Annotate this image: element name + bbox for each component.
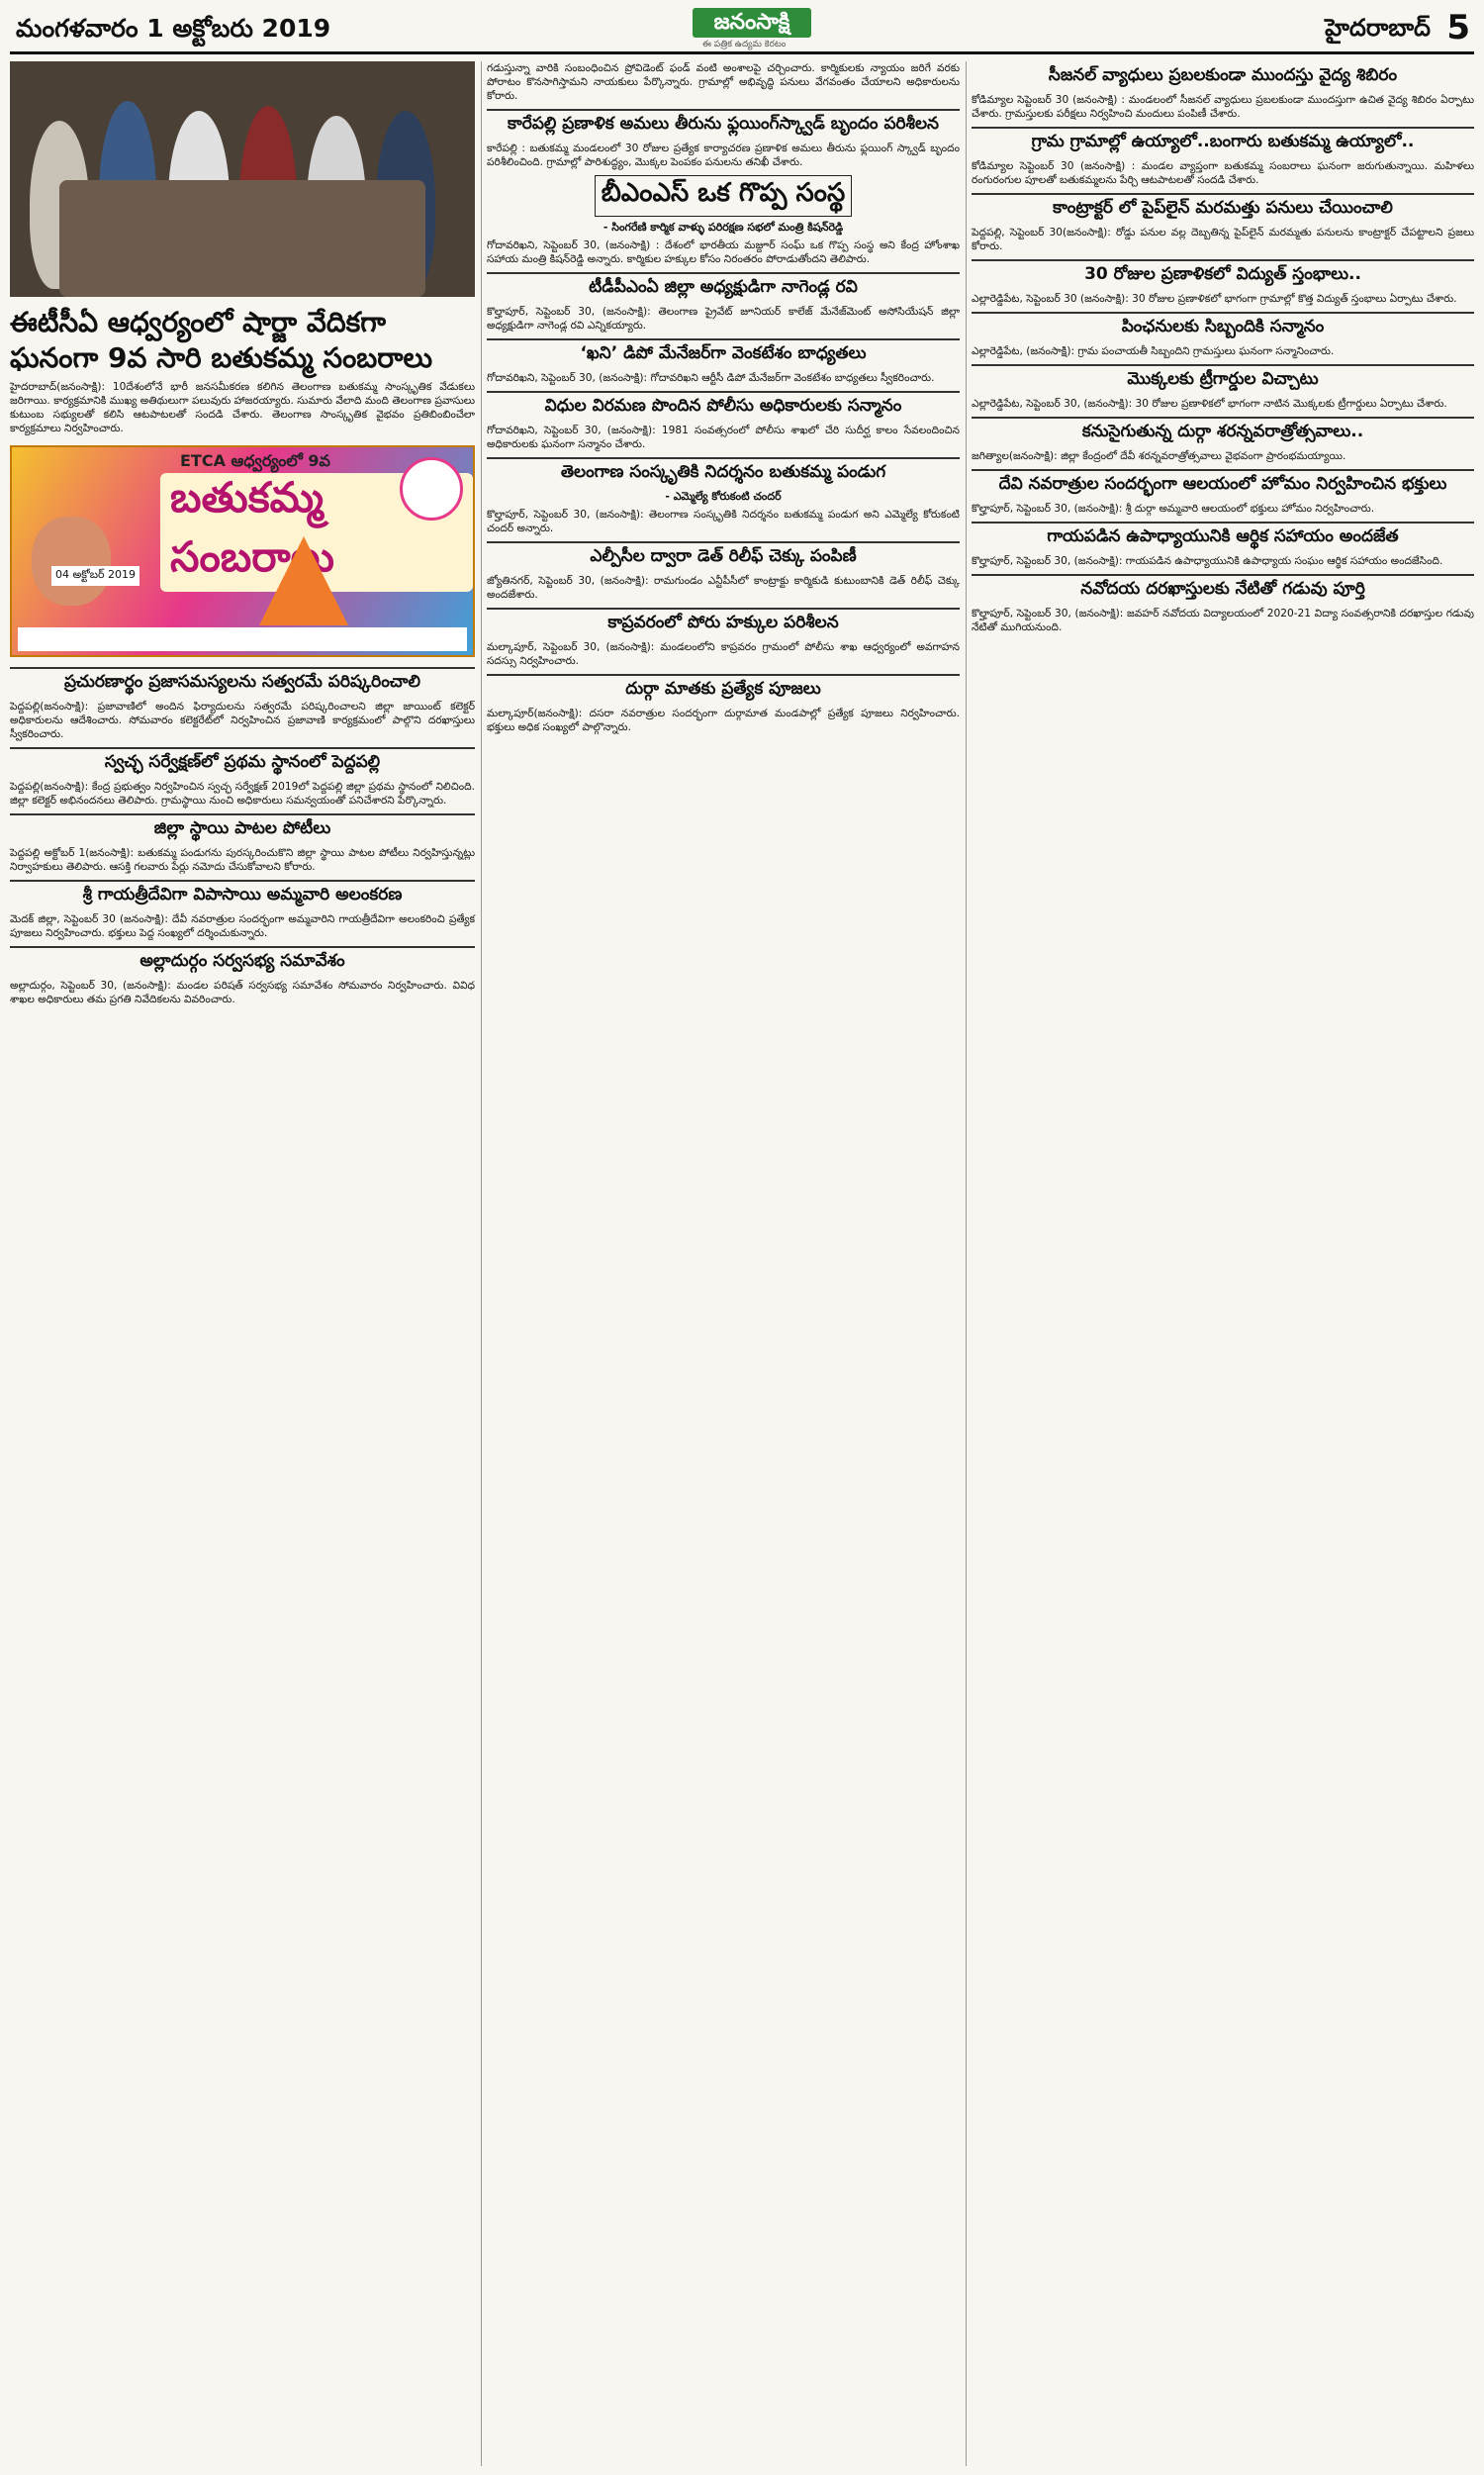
article-body: కొల్హాపూర్, సెప్టెంబర్ 30, (జనంసాక్షి): గాయపడిన ఉపాధ్యాయునికి ఉపాధ్యాయ సంఘం ఆర్థిక సహాయం అందజేసింది. [972, 555, 1443, 567]
article-headline: నవోదయ దరఖాస్తులకు నేటితో గడువు పూర్తి [972, 574, 1474, 603]
article-headline: 30 రోజుల ప్రణాళికలో విద్యుత్ స్తంభాలు.. [972, 259, 1474, 288]
sponsor-strip [18, 627, 467, 651]
article-body: ఎల్లారెడ్డిపేట, సెప్టెంబర్ 30, (జనంసాక్షి): 30 రోజుల ప్రణాళికలో భాగంగా నాటిన మొక్కలకు ట్రీగార్డులు ఏర్పాటు చేశారు. [972, 398, 1447, 410]
article-body: ఎల్లారెడ్డిపేట, (జనంసాక్షి): గ్రామ పంచాయతీ సిబ్బందిని గ్రామస్తులు ఘనంగా సన్మానించారు. [972, 345, 1335, 357]
article-headline: దేవి నవరాత్రుల సందర్భంగా ఆలయంలో హోమం నిర్వహించిన భక్తులు [972, 469, 1474, 498]
article-headline: గ్రామ గ్రామాల్లో ఉయ్యాలో..బంగారు బతుకమ్మ ఉయ్యాలో.. [972, 127, 1474, 155]
article-credit: - సింగరేణి కార్మిక వాళ్ళు పరిరక్షణ సభలో మంత్రి కిషన్‌రెడ్డి [603, 221, 844, 234]
article-headline: మొక్కలకు ట్రీగార్డుల విచ్చాటు [972, 364, 1474, 393]
article-headline: జిల్లా స్థాయి పాటల పోటీలు [10, 813, 475, 842]
column-2 [487, 61, 960, 740]
article-body: మల్కాపూర్(జనంసాక్షి): దసరా నవరాత్రుల సందర్భంగా దుర్గామాత మండపాల్లో ప్రత్యేక పూజలు నిర్వహించారు. భక్తులు అధిక సంఖ్యలో పాల్గొన్నారు. [487, 708, 960, 733]
article-headline: తెలంగాణ సంస్కృతికి నిదర్శనం బతుకమ్మ పండుగ [487, 457, 960, 486]
article-body: కోడిమ్యాల సెప్టెంబర్ 30 (జనంసాక్షి) : మండలంలో సీజనల్ వ్యాధులు ప్రబలకుండా ముందస్తుగా ఉచిత వైద్య శిబిరం ఏర్పాటు చేశారు. గ్రామస్తులకు పరీక్షలు నిర్వహించి మందులు పంపిణీ చేశారు. [972, 94, 1474, 120]
issue-date: మంగళవారం 1 అక్టోబరు 2019 [16, 14, 331, 43]
column-divider [481, 61, 482, 2466]
article-body: గోదావరిఖని, సెప్టెంబర్ 30, (జనంసాక్షి): గోదావరిఖని ఆర్టీసీ డిపో మేనేజర్‌గా వెంకటేశం బాధ్యతలు స్వీకరించారు. [487, 372, 935, 384]
newspaper-logo: జనంసాక్షి [693, 8, 811, 38]
article-headline: కాప్రవరంలో పోరు హక్కుల పరిశీలన [487, 608, 960, 636]
article-body: ఎల్లారెడ్డిపేట, సెప్టెంబర్ 30 (జనంసాక్షి): 30 రోజుల ప్రణాళికలో భాగంగా గ్రామాల్లో కొత్త విద్యుత్ స్తంభాలు ఏర్పాటు చేశారు. [972, 293, 1457, 305]
article-headline-boxed: బీఎంఎస్ ఒక గొప్ప సంస్థ [487, 175, 960, 217]
article-headline: స్వచ్ఛ సర్వేక్షణ్‌లో ప్రథమ స్థానంలో పెద్దపల్లి [10, 747, 475, 776]
article-body: పెద్దపల్లి, సెప్టెంబర్ 30(జనంసాక్షి): రోడ్డు పనుల వల్ల దెబ్బతిన్న పైప్‌లైన్ మరమ్మతు పనులను కాంట్రాక్టర్ చేపట్టాలని ప్రజలు కోరారు. [972, 227, 1474, 252]
column-3 [972, 61, 1474, 640]
article-body: పెద్దపల్లి అక్టోబర్ 1(జనంసాక్షి): బతుకమ్మ పండుగను పురస్కరించుకొని జిల్లా స్థాయి పాటల పోటీలు నిర్వహిస్తున్నట్లు నిర్వాహకులు తెలిపారు. ఆసక్తి గలవారు పేర్లు నమోదు చేసుకోవాలని కోరారు. [10, 847, 475, 873]
article-body: కారేపల్లి : బతుకమ్మ మండలంలో 30 రోజుల ప్రత్యేక కార్యాచరణ ప్రణాళిక అమలు తీరును ఫ్లయింగ్ స్క్వాడ్ బృందం పరిశీలించింది. గ్రామాల్లో పారిశుద్ధ్యం, మొక్కల పెంపకం పనులను తనిఖీ చేశారు. [487, 143, 960, 168]
article-body: పెద్దపల్లి(జనంసాక్షి): ప్రజావాణిలో అందిన ఫిర్యాదులను సత్వరమే పరిష్కరించాలని జిల్లా జాయింట్ కలెక్టర్ అధికారులను ఆదేశించారు. సోమవారం కలెక్టరేట్‌లో నిర్వహించిన ప్రజావాణి కార్యక్రమంలో పాల్గొని దరఖాస్తులు స్వీకరించారు. [10, 701, 475, 740]
article-body: పెద్దపల్లి(జనంసాక్షి): కేంద్ర ప్రభుత్వం నిర్వహించిన స్వచ్ఛ సర్వేక్షణ్ 2019లో పెద్దపల్లి జిల్లా ప్రథమ స్థానంలో నిలిచింది. జిల్లా కలెక్టర్ అభినందనలు తెలిపారు. గ్రామస్థాయి నుంచి అధికారులు సమన్వయంతో పనిచేశారని పేర్కొన్నారు. [10, 781, 475, 807]
group-photo [10, 61, 475, 297]
article-body: గోదావరిఖని, సెప్టెంబర్ 30, (జనంసాక్షి): 1981 సంవత్సరంలో పోలీసు శాఖలో చేరి సుదీర్ఘ కాలం సేవలందించిన అధికారులకు ఘనంగా సన్మానం చేశారు. [487, 425, 960, 450]
lead-headline: ఈటీసీఏ ఆధ్వర్యంలో షార్జా వేదికగా ఘనంగా 9వ సారి బతుకమ్మ సంబరాలు [10, 306, 433, 374]
logo-tagline: ఈ పత్రిక ఉద్యమ కెరటం [702, 40, 787, 49]
banner-date: 04 అక్టోబర్ 2019 [51, 566, 139, 586]
article-body: జగిత్యాల(జనంసాక్షి): జిల్లా కేంద్రంలో దేవీ శరన్నవరాత్రోత్సవాలు వైభవంగా ప్రారంభమయ్యాయి. [972, 450, 1346, 462]
article-headline: సీజనల్ వ్యాధులు ప్రబలకుండా ముందస్తు వైద్య శిబిరం [1048, 65, 1398, 85]
etca-logo [400, 457, 463, 521]
article-body: కొల్హాపూర్, సెప్టెంబర్ 30, (జనంసాక్షి): తెలంగాణ సంస్కృతికి నిదర్శనం బతుకమ్మ పండుగ అని ఎమ్మెల్యే కోరుకంటి చందర్ అన్నారు. [487, 509, 960, 534]
article-body: జ్యోతినగర్, సెప్టెంబర్ 30, (జనంసాక్షి): రామగుండం ఎన్టీపీసీలో కాంట్రాక్టు కార్మికుడి కుటుంబానికి డెత్ రిలీఫ్ చెక్కు అందజేశారు. [487, 575, 960, 601]
article-headline: కనుసైగుతున్న దుర్గా శరన్నవరాత్రోత్సవాలు.. [972, 417, 1474, 445]
article-headline: శ్రీ గాయత్రీదేవిగా విపాసాయి అమ్మవారి అలంకరణ [10, 880, 475, 908]
article-headline: కారేపల్లి ప్రణాళిక అమలు తీరును ఫ్లయింగ్‌స్క్వాడ్ బృందం పరిశీలన [487, 109, 960, 138]
lead-article-body: హైదరాబాద్(జనంసాక్షి): 10దేశంలోనే భారీ జనసమీకరణ కలిగిన తెలంగాణ బతుకమ్మ సాంస్కృతిక వేడుకలు జరిగాయి. కార్యక్రమానికి ముఖ్య అతిథులుగా పలువురు హాజరయ్యారు. సుమారు వేలాది మంది తెలంగాణ ప్రవాసులు కుటుంబ సభ్యులతో కలిసి ఆటపాటలతో సందడి చేశారు. తెలంగాణ సాంస్కృతిక వైభవం ప్రతిబింబించేలా కార్యక్రమాలు నిర్వహించారు. [10, 381, 475, 434]
page-number: 5 [1446, 8, 1470, 48]
article-headline: టీడీపీఎంఏ జిల్లా అధ్యక్షుడిగా నాగెండ్ల రవి [487, 272, 960, 301]
article-headline: పింఛనులకు సిబ్బందికి సన్మానం [972, 312, 1474, 340]
column-divider [966, 61, 967, 2466]
banner-title: బతుకమ్మ సంబరాలు [160, 473, 473, 592]
article-body: అల్లాదుర్గం, సెప్టెంబర్ 30, (జనంసాక్షి): మండల పరిషత్ సర్వసభ్య సమావేశం సోమవారం నిర్వహించారు. వివిధ శాఖల అధికారులు తమ ప్రగతి నివేదికలను వివరించారు. [10, 980, 475, 1005]
article-body: కొల్హాపూర్, సెప్టెంబర్ 30, (జనంసాక్షి): శ్రీ దుర్గా అమ్మవారి ఆలయంలో భక్తులు హోమం నిర్వహించారు. [972, 503, 1375, 515]
edition-city: హైదరాబాద్ [1325, 14, 1431, 42]
article-headline: అల్లాదుర్గం సర్వసభ్య సమావేశం [10, 946, 475, 975]
article-headline: ఎల్పీసీల ద్వారా డెత్ రిలీఫ్ చెక్కు పంపిణీ [487, 541, 960, 570]
article-credit: - ఎమ్మెల్యే కోరుకంటి చందర్ [665, 490, 782, 503]
article-continuation: గడుస్తున్నా వారికి సంబంధించిన ప్రోవిడెంట్ ఫండ్ వంటి అంశాలపై చర్చించారు. కార్మికులకు న్యాయం జరిగే వరకు పోరాటం కొనసాగిస్తామని నాయకులు పేర్కొన్నారు. గ్రామాల్లో అభివృద్ధి పనులు వేగవంతం చేయాలని అధికారులను కోరారు. [487, 62, 960, 102]
article-headline: ‘ఖని’ డిపో మేనేజర్‌గా వెంకటేశం బాధ్యతలు [487, 338, 960, 367]
article-headline: ప్రచురణార్థం ప్రజాసమస్యలను సత్వరమే పరిష్కరించాలి [10, 667, 475, 696]
article-headline: విధుల విరమణ పొందిన పోలీసు అధికారులకు సన్మానం [487, 391, 960, 420]
banner-subtitle: ETCA ఆధ్వర్యంలో 9వ [180, 451, 330, 470]
masthead [10, 6, 1474, 54]
column-1 [10, 61, 475, 1012]
article-body: మెదక్ జిల్లా, సెప్టెంబర్ 30 (జనంసాక్షి): దేవీ నవరాత్రుల సందర్భంగా అమ్మవారిని గాయత్రీదేవిగా అలంకరించి ప్రత్యేక పూజలు నిర్వహించారు. భక్తులు పెద్ద సంఖ్యలో దర్శించుకున్నారు. [10, 913, 475, 939]
article-body: మల్కాపూర్, సెప్టెంబర్ 30, (జనంసాక్షి): మండలంలోని కాప్రవరం గ్రామంలో పోలీసు శాఖ ఆధ్వర్యంలో అవగాహన సదస్సు నిర్వహించారు. [487, 641, 960, 667]
article-body: కోడిమ్యాల సెప్టెంబర్ 30 (జనంసాక్షి) : మండల వ్యాప్తంగా బతుకమ్మ సంబరాలు ఘనంగా జరుగుతున్నాయి. మహిళలు రంగురంగుల పూలతో బతుకమ్మలను పేర్చి ఆటపాటలతో సందడి చేశారు. [972, 160, 1474, 186]
article-body: కొల్హాపూర్, సెప్టెంబర్ 30, (జనంసాక్షి): తెలంగాణ ప్రైవేట్ జూనియర్ కాలేజ్ మేనేజ్‌మెంట్ అసోసియేషన్ జిల్లా అధ్యక్షుడిగా నాగెండ్ల రవి ఎన్నికయ్యారు. [487, 306, 960, 332]
article-headline: కాంట్రాక్టర్ లో పైప్‌లైన్ మరమత్తు పనులు చేయించాలి [972, 193, 1474, 222]
article-headline: దుర్గా మాతకు ప్రత్యేక పూజలు [487, 674, 960, 703]
article-body: గోదావరిఖని, సెప్టెంబర్ 30, (జనంసాక్షి) : దేశంలో భారతీయ మజ్దూర్ సంఘ్ ఒక గొప్ప సంస్థ అని కేంద్ర హోంశాఖ సహాయ మంత్రి కిషన్‌రెడ్డి అన్నారు. కార్మికుల హక్కుల కోసం నిరంతరం పోరాడుతోందని తెలిపారు. [487, 239, 960, 265]
article-body: కొల్హాపూర్, సెప్టెంబర్ 30, (జనంసాక్షి): జవహర్ నవోదయ విద్యాలయంలో 2020-21 విద్యా సంవత్సరానికి దరఖాస్తుల గడువు నేటితో ముగియనుంది. [972, 608, 1474, 633]
article-headline: గాయపడిన ఉపాధ్యాయునికి ఆర్థిక సహాయం అందజేత [972, 522, 1474, 550]
bathukamma-event-banner [10, 445, 475, 657]
guest-portrait [32, 517, 111, 606]
bathukamma-flower-icon [259, 536, 348, 625]
